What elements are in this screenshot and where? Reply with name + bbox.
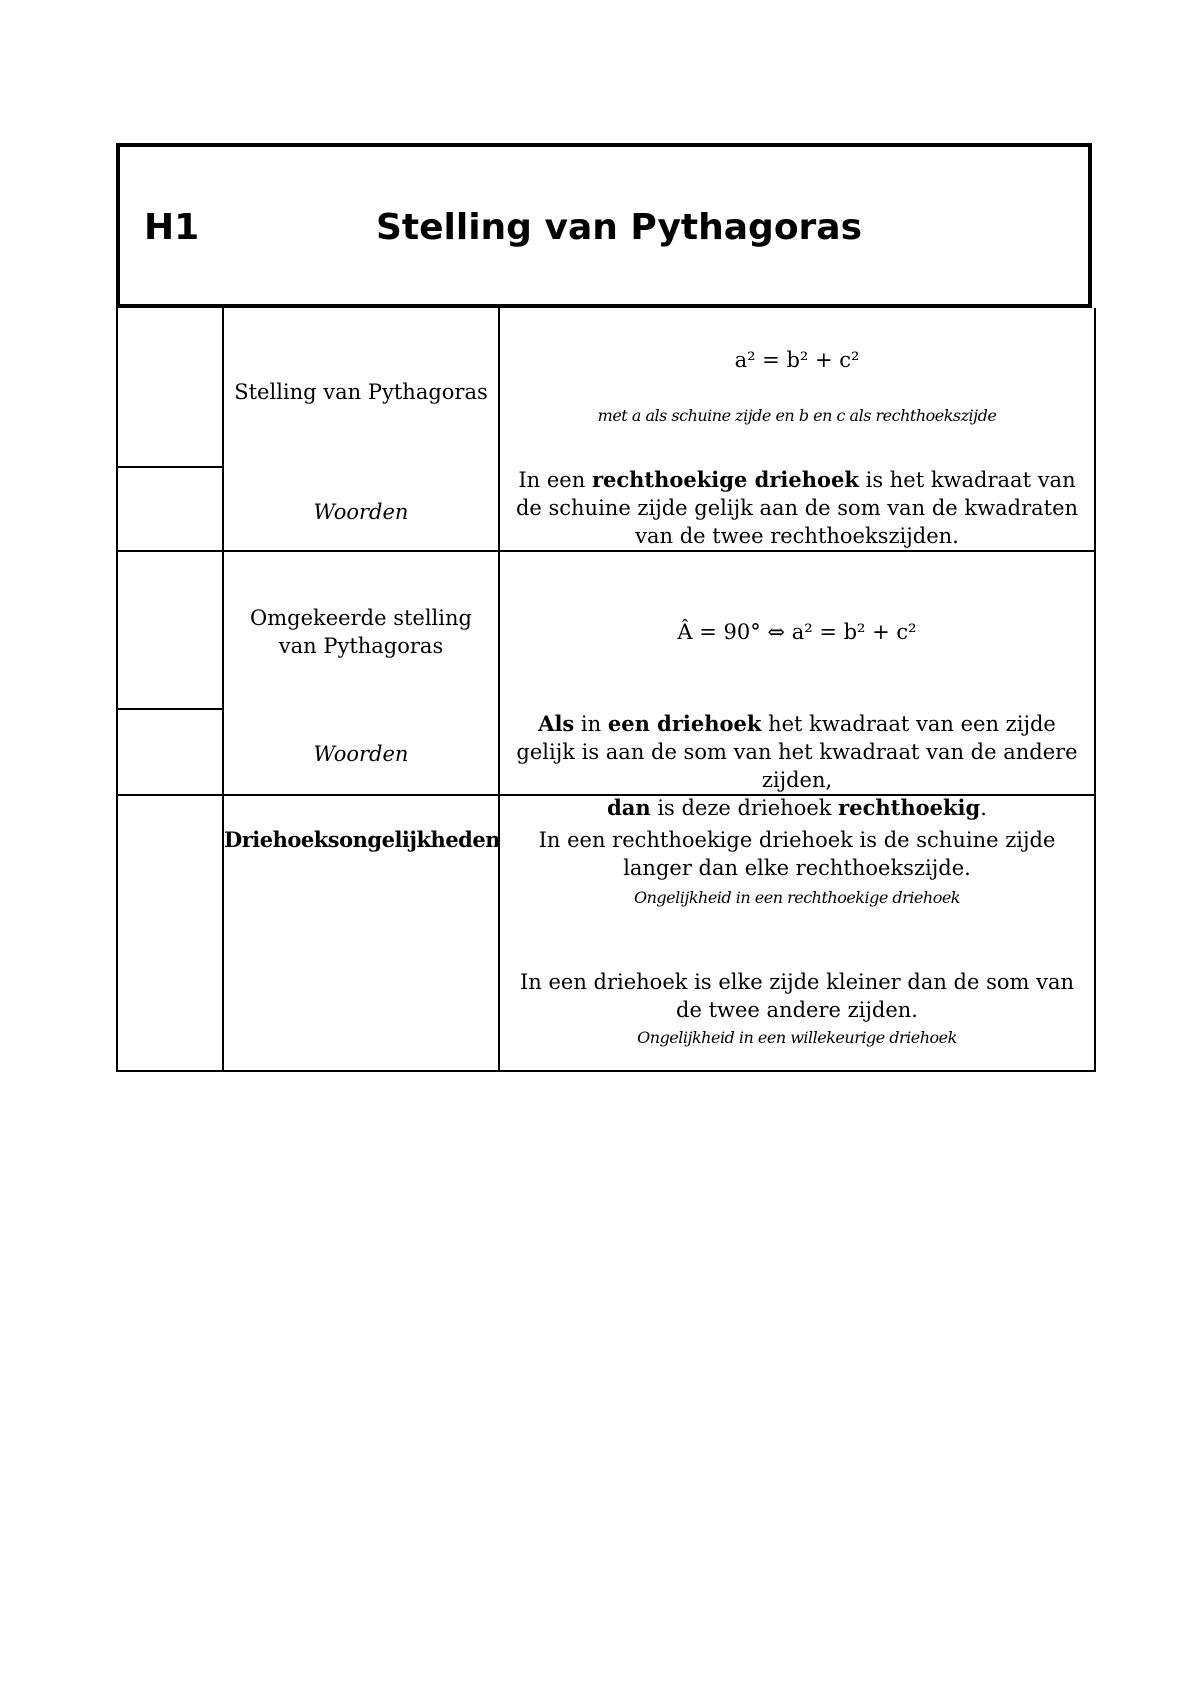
topic-label: Stelling van Pythagoras <box>234 380 488 404</box>
words-text: In een rechthoekige driehoek is het kwadraat van de schuine zijde gelijk aan de som van de kwadraten van de twee rechthoekszijden. <box>515 467 1079 548</box>
table-row <box>117 308 1095 551</box>
inequality-note: Ongelijkheid in een willekeurige driehoek <box>637 1028 957 1047</box>
margin-cell <box>117 795 223 1071</box>
content-cell <box>499 795 1095 1071</box>
chapter-code: H1 <box>144 207 200 248</box>
formula-note: met a als schuine zijde en b en c als rechthoekszijde <box>597 406 997 425</box>
inequality-statement: In een driehoek is elke zijde kleiner dan de som van de twee andere zijden. <box>519 970 1075 1022</box>
formula: Â = 90° ⇔ a² = b² + c² <box>677 620 917 644</box>
theory-table <box>116 308 1096 1072</box>
summary-sheet <box>116 143 1092 1072</box>
margin-cell <box>117 551 223 795</box>
inequality-statement: In een rechthoekige driehoek is de schuine zijde langer dan elke rechthoekszijde. <box>538 828 1056 880</box>
topic-cell <box>223 795 499 1071</box>
chapter-title: Stelling van Pythagoras <box>375 207 863 248</box>
content-cell <box>499 551 1095 820</box>
topic-cell <box>223 551 499 795</box>
cell-divider <box>118 708 222 710</box>
topic-label: Driehoeksongelijkheden <box>224 827 500 852</box>
words-text: Als in een driehoek het kwadraat van een zijde gelijk is aan de som van het kwadraat van de andere zijden, dan is deze driehoek rechthoekig. <box>516 711 1078 820</box>
content-cell <box>499 308 1095 551</box>
table-row <box>117 795 1095 1071</box>
chapter-header <box>116 143 1092 308</box>
topic-label: Omgekeerde stelling van Pythagoras <box>250 606 472 658</box>
cell-divider <box>118 466 222 468</box>
formula: a² = b² + c² <box>734 348 860 372</box>
margin-cell <box>117 308 223 551</box>
words-label: Woorden <box>313 500 409 524</box>
inequality-note: Ongelijkheid in een rechthoekige driehoek <box>634 888 960 907</box>
table-row <box>117 551 1095 795</box>
topic-cell <box>223 308 499 551</box>
words-label: Woorden <box>313 742 409 766</box>
